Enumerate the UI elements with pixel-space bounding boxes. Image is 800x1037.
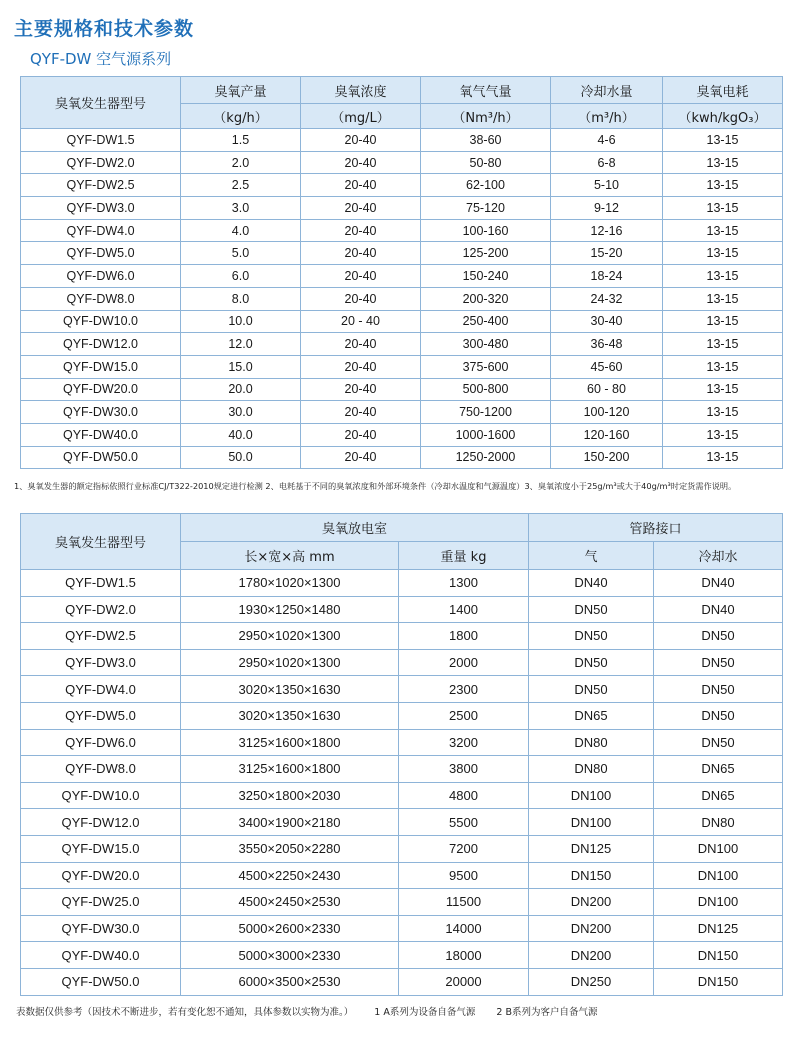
table-cell: 20-40 <box>301 174 421 197</box>
table-cell: 2500 <box>399 702 529 729</box>
table-cell: DN100 <box>529 809 654 836</box>
footer-note <box>16 1004 616 1018</box>
table-cell: 1250-2000 <box>421 446 551 469</box>
table-cell: DN125 <box>529 835 654 862</box>
table-cell: QYF-DW3.0 <box>21 649 181 676</box>
table-row <box>21 942 783 969</box>
table-cell: QYF-DW12.0 <box>21 333 181 356</box>
header-model: 臭氧发生器型号 <box>21 514 181 570</box>
header-model: 臭氧发生器型号 <box>21 77 181 129</box>
table-cell: 200-320 <box>421 287 551 310</box>
table-cell: 30-40 <box>551 310 663 333</box>
table-cell: 1300 <box>399 570 529 597</box>
table-cell: 4500×2450×2530 <box>181 889 399 916</box>
table-cell: DN65 <box>529 702 654 729</box>
table-cell: 36-48 <box>551 333 663 356</box>
table-cell: 12.0 <box>181 333 301 356</box>
table-cell: 13-15 <box>663 151 783 174</box>
table-cell: DN50 <box>654 702 783 729</box>
table-cell: DN100 <box>654 862 783 889</box>
table-cell: QYF-DW5.0 <box>21 242 181 265</box>
table-cell: QYF-DW4.0 <box>21 676 181 703</box>
table-cell: DN100 <box>529 782 654 809</box>
table-cell: QYF-DW2.5 <box>21 623 181 650</box>
table-cell: 2950×1020×1300 <box>181 649 399 676</box>
table-cell: 50.0 <box>181 446 301 469</box>
table-cell: 2300 <box>399 676 529 703</box>
table-cell: 13-15 <box>663 174 783 197</box>
table-cell: 20-40 <box>301 355 421 378</box>
performance-table <box>20 76 783 469</box>
table-cell: 18000 <box>399 942 529 969</box>
table-cell: 2000 <box>399 649 529 676</box>
header-power-consumption: 臭氧电耗 <box>663 77 783 104</box>
table-cell: 30.0 <box>181 401 301 424</box>
table-cell: 24-32 <box>551 287 663 310</box>
table-row <box>21 596 783 623</box>
table-cell: DN50 <box>654 623 783 650</box>
table-cell: DN40 <box>654 570 783 597</box>
table-cell: 20-40 <box>301 219 421 242</box>
table-cell: 8.0 <box>181 287 301 310</box>
table-cell: 375-600 <box>421 355 551 378</box>
table-cell: 5000×3000×2330 <box>181 942 399 969</box>
header-output: 臭氧产量 <box>181 77 301 104</box>
table-cell: 1.5 <box>181 129 301 152</box>
table-row <box>21 649 783 676</box>
table-cell: 20-40 <box>301 151 421 174</box>
table-cell: QYF-DW4.0 <box>21 219 181 242</box>
table-cell: QYF-DW30.0 <box>21 401 181 424</box>
table-cell: QYF-DW15.0 <box>21 355 181 378</box>
table-cell: DN200 <box>529 889 654 916</box>
table-cell: DN150 <box>654 942 783 969</box>
table-cell: QYF-DW8.0 <box>21 287 181 310</box>
table-cell: 13-15 <box>663 333 783 356</box>
table-row <box>21 129 783 152</box>
table-cell: DN125 <box>654 915 783 942</box>
unit-power-consumption: （kwh/kgO₃） <box>663 104 783 129</box>
table-row <box>21 265 783 288</box>
header-gas: 气 <box>529 542 654 570</box>
table-cell: 6-8 <box>551 151 663 174</box>
table-cell: 500-800 <box>421 378 551 401</box>
table-cell: 50-80 <box>421 151 551 174</box>
table-cell: 125-200 <box>421 242 551 265</box>
table-cell: DN40 <box>529 570 654 597</box>
table-cell: 5500 <box>399 809 529 836</box>
table-cell: QYF-DW3.0 <box>21 197 181 220</box>
table-cell: QYF-DW40.0 <box>21 423 181 446</box>
header-concentration: 臭氧浓度 <box>301 77 421 104</box>
table-cell: DN100 <box>654 889 783 916</box>
table-cell: DN50 <box>529 596 654 623</box>
table-cell: 20-40 <box>301 242 421 265</box>
table-cell: QYF-DW6.0 <box>21 729 181 756</box>
dimensions-table-body <box>21 570 783 996</box>
table-cell: QYF-DW40.0 <box>21 942 181 969</box>
table-cell: DN65 <box>654 782 783 809</box>
table-cell: 15-20 <box>551 242 663 265</box>
table-cell: 9-12 <box>551 197 663 220</box>
header-pipe-connection: 管路接口 <box>529 514 783 542</box>
table-row <box>21 809 783 836</box>
table-cell: 20-40 <box>301 446 421 469</box>
table-cell: 300-480 <box>421 333 551 356</box>
table-cell: 1400 <box>399 596 529 623</box>
table-cell: 4800 <box>399 782 529 809</box>
table-cell: 4500×2250×2430 <box>181 862 399 889</box>
table-cell: DN80 <box>654 809 783 836</box>
table-row <box>21 446 783 469</box>
table-row <box>21 355 783 378</box>
performance-table-body <box>21 129 783 469</box>
dimensions-table <box>20 513 783 996</box>
table-row <box>21 287 783 310</box>
table-cell: 13-15 <box>663 401 783 424</box>
table-cell: 38-60 <box>421 129 551 152</box>
table-cell: QYF-DW12.0 <box>21 809 181 836</box>
table-cell: 3020×1350×1630 <box>181 676 399 703</box>
table-row <box>21 729 783 756</box>
table-cell: QYF-DW20.0 <box>21 378 181 401</box>
table-row <box>21 174 783 197</box>
table-cell: 20-40 <box>301 197 421 220</box>
table-cell: 150-240 <box>421 265 551 288</box>
table-cell: 13-15 <box>663 197 783 220</box>
table-cell: QYF-DW50.0 <box>21 446 181 469</box>
table-cell: 3020×1350×1630 <box>181 702 399 729</box>
table-row <box>21 889 783 916</box>
table-cell: 3125×1600×1800 <box>181 729 399 756</box>
table-cell: 20-40 <box>301 378 421 401</box>
table-cell: 20-40 <box>301 423 421 446</box>
table-cell: QYF-DW10.0 <box>21 782 181 809</box>
table-cell: 120-160 <box>551 423 663 446</box>
table-cell: 2950×1020×1300 <box>181 623 399 650</box>
series-subtitle: QYF-DW 空气源系列 <box>30 50 172 68</box>
table-cell: 3800 <box>399 756 529 783</box>
table-cell: DN50 <box>654 676 783 703</box>
table-row <box>21 782 783 809</box>
table-cell: 3550×2050×2280 <box>181 835 399 862</box>
table-cell: 14000 <box>399 915 529 942</box>
series-b-note: 2 B系列为客户自备气源 <box>496 1007 598 1018</box>
table-cell: 2.0 <box>181 151 301 174</box>
table-cell: DN80 <box>529 756 654 783</box>
header-oxygen-flow: 氧气气量 <box>421 77 551 104</box>
table-row <box>21 378 783 401</box>
table-cell: 20-40 <box>301 129 421 152</box>
table-cell: 7200 <box>399 835 529 862</box>
table-cell: 750-1200 <box>421 401 551 424</box>
table-row <box>21 423 783 446</box>
table-cell: 75-120 <box>421 197 551 220</box>
table-row <box>21 862 783 889</box>
header-discharge-chamber: 臭氧放电室 <box>181 514 529 542</box>
table-cell: 40.0 <box>181 423 301 446</box>
table-row <box>21 968 783 995</box>
table-row <box>21 570 783 597</box>
table-cell: DN100 <box>654 835 783 862</box>
table-row <box>21 219 783 242</box>
table-cell: 20-40 <box>301 401 421 424</box>
table-row <box>21 756 783 783</box>
table-cell: 1800 <box>399 623 529 650</box>
table-cell: 2.5 <box>181 174 301 197</box>
table-cell: 13-15 <box>663 242 783 265</box>
table-cell: 13-15 <box>663 378 783 401</box>
table-cell: DN50 <box>529 623 654 650</box>
table-cell: QYF-DW2.0 <box>21 151 181 174</box>
table-cell: 5000×2600×2330 <box>181 915 399 942</box>
table-cell: QYF-DW20.0 <box>21 862 181 889</box>
table-cell: 9500 <box>399 862 529 889</box>
table-cell: 13-15 <box>663 310 783 333</box>
performance-note: 1、臭氧发生器的额定指标依照行业标准CJ/T322-2010规定进行检测 2、电耗基于不同的臭氧浓度和外部环境条件（冷却水温度和气源温度）3、臭氧浓度小于25g/m³或大于40g/m³时定货需作说明。 <box>14 481 737 491</box>
table-cell: QYF-DW6.0 <box>21 265 181 288</box>
table-cell: 10.0 <box>181 310 301 333</box>
table-cell: 20-40 <box>301 287 421 310</box>
table-cell: 3250×1800×2030 <box>181 782 399 809</box>
table-row <box>21 151 783 174</box>
table-cell: 150-200 <box>551 446 663 469</box>
table-row <box>21 676 783 703</box>
table-cell: 1000-1600 <box>421 423 551 446</box>
table-cell: DN50 <box>529 676 654 703</box>
header-cooling-water: 冷却水量 <box>551 77 663 104</box>
disclaimer-note: 表数据仅供参考（因技术不断进步，若有变化恕不通知，具体参数以实物为准。） <box>16 1007 354 1018</box>
table-cell: 100-160 <box>421 219 551 242</box>
table-cell: 13-15 <box>663 423 783 446</box>
table-cell: 100-120 <box>551 401 663 424</box>
table-cell: 13-15 <box>663 446 783 469</box>
table-cell: QYF-DW10.0 <box>21 310 181 333</box>
series-a-note: 1 A系列为设备自备气源 <box>374 1007 476 1018</box>
table-cell: 20 - 40 <box>301 310 421 333</box>
table-row <box>21 623 783 650</box>
table-cell: DN40 <box>654 596 783 623</box>
unit-cooling-water: （m³/h） <box>551 104 663 129</box>
table-cell: DN50 <box>654 649 783 676</box>
table-cell: 11500 <box>399 889 529 916</box>
unit-oxygen-flow: （Nm³/h） <box>421 104 551 129</box>
table-cell: 18-24 <box>551 265 663 288</box>
table-cell: QYF-DW2.5 <box>21 174 181 197</box>
table-cell: 13-15 <box>663 287 783 310</box>
table-cell: DN65 <box>654 756 783 783</box>
table-cell: 4-6 <box>551 129 663 152</box>
table-cell: 6000×3500×2530 <box>181 968 399 995</box>
table-cell: 1780×1020×1300 <box>181 570 399 597</box>
table-row <box>21 197 783 220</box>
table-cell: 4.0 <box>181 219 301 242</box>
table-cell: 13-15 <box>663 265 783 288</box>
header-dimensions: 长×宽×高 mm <box>181 542 399 570</box>
table-cell: DN50 <box>654 729 783 756</box>
table-cell: 3200 <box>399 729 529 756</box>
table-cell: 3400×1900×2180 <box>181 809 399 836</box>
table-cell: QYF-DW30.0 <box>21 915 181 942</box>
table-row <box>21 401 783 424</box>
table-cell: QYF-DW15.0 <box>21 835 181 862</box>
table-cell: 5-10 <box>551 174 663 197</box>
table-cell: DN150 <box>654 968 783 995</box>
table-cell: DN50 <box>529 649 654 676</box>
table-cell: QYF-DW1.5 <box>21 570 181 597</box>
table-cell: 15.0 <box>181 355 301 378</box>
table-cell: 12-16 <box>551 219 663 242</box>
unit-concentration: （mg/L） <box>301 104 421 129</box>
table-cell: 1930×1250×1480 <box>181 596 399 623</box>
table-cell: DN80 <box>529 729 654 756</box>
table-cell: 3.0 <box>181 197 301 220</box>
header-weight: 重量 kg <box>399 542 529 570</box>
table-cell: 20-40 <box>301 265 421 288</box>
table-cell: QYF-DW25.0 <box>21 889 181 916</box>
table-cell: QYF-DW50.0 <box>21 968 181 995</box>
table-cell: 13-15 <box>663 129 783 152</box>
header-cooling-water: 冷却水 <box>654 542 783 570</box>
page-title: 主要规格和技术参数 <box>14 18 195 40</box>
table-row <box>21 242 783 265</box>
table-cell: DN250 <box>529 968 654 995</box>
table-row <box>21 333 783 356</box>
table-cell: QYF-DW1.5 <box>21 129 181 152</box>
table-cell: 250-400 <box>421 310 551 333</box>
unit-output: （kg/h） <box>181 104 301 129</box>
table-cell: DN200 <box>529 942 654 969</box>
table-row <box>21 835 783 862</box>
table-row <box>21 310 783 333</box>
table-row <box>21 702 783 729</box>
table-cell: 20-40 <box>301 333 421 356</box>
table-cell: 60 - 80 <box>551 378 663 401</box>
table-cell: QYF-DW8.0 <box>21 756 181 783</box>
table-cell: QYF-DW5.0 <box>21 702 181 729</box>
table-cell: 45-60 <box>551 355 663 378</box>
table-cell: QYF-DW2.0 <box>21 596 181 623</box>
table-cell: 62-100 <box>421 174 551 197</box>
table-cell: DN200 <box>529 915 654 942</box>
table-cell: 20.0 <box>181 378 301 401</box>
table-cell: 5.0 <box>181 242 301 265</box>
table-cell: 13-15 <box>663 219 783 242</box>
table-cell: DN150 <box>529 862 654 889</box>
table-row <box>21 915 783 942</box>
table-cell: 6.0 <box>181 265 301 288</box>
table-cell: 13-15 <box>663 355 783 378</box>
table-cell: 3125×1600×1800 <box>181 756 399 783</box>
table-cell: 20000 <box>399 968 529 995</box>
